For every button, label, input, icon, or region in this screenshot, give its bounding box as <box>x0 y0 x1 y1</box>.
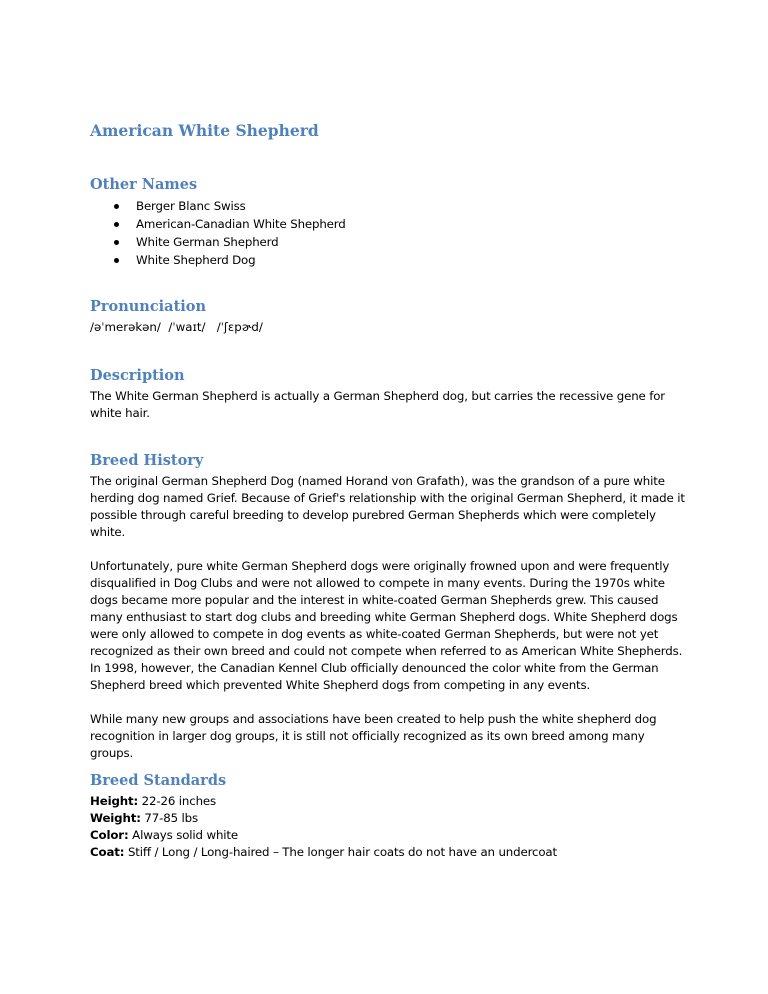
list-item: White Shepherd Dog <box>90 251 690 269</box>
heading-other-names: Other Names <box>90 176 198 193</box>
standard-coat: Coat: Stiff / Long / Long-haired – The longer hair coats do not have an undercoat <box>90 845 557 859</box>
standard-height: Height: 22-26 inches <box>90 794 217 808</box>
heading-pronunciation: Pronunciation <box>90 298 206 315</box>
section-other-names <box>90 176 690 269</box>
heading-description: Description <box>90 367 185 384</box>
section-breed-history <box>90 452 690 762</box>
list-item: Berger Blanc Swiss <box>90 197 690 215</box>
section-breed-standards <box>90 772 690 861</box>
history-paragraph-2: Unfortunately, pure white German Shepherd dogs were originally frowned upon and were frequently disqualified in Dog Clubs and were not allowed to compete in many events. During the 1970s white dogs became more popular and the interest in white-coated German Shepherds grew. This caused many enthusiast to start dog clubs and breeding white German Shepherd dogs. White Shepherd dogs were only allowed to compete in dog events as white-coated German Shepherds, but were not yet recognized as their own breed and could not compete when referred to as American White Shepherds. In 1998, however, the Canadian Kennel Club officially denounced the color white from the German Shepherd breed which prevented White Shepherd dogs from competing in any events. <box>90 559 683 692</box>
history-paragraph-1: The original German Shepherd Dog (named Horand von Grafath), was the grandson of a pure white herding dog named Grief. Because of Grief's relationship with the original German Shepherd, it made it possible through careful breeding to develop purebred German Shepherds which were completely white. <box>90 474 685 539</box>
standard-color: Color: Always solid white <box>90 828 238 842</box>
other-names-list <box>90 197 690 269</box>
section-description <box>90 367 690 422</box>
pronunciation-text: /əˈmerəkən/ /ˈwaɪt/ /ˈʃɛpɚd/ <box>90 320 263 334</box>
heading-breed-standards: Breed Standards <box>90 772 227 789</box>
bullet-icon <box>114 204 119 209</box>
history-paragraph-3: While many new groups and associations have been created to help push the white shepherd dog recognition in larger dog groups, it is still not officially recognized as its own breed among many groups. <box>90 712 657 760</box>
document-title: American White Shepherd <box>90 121 319 140</box>
section-pronunciation <box>90 298 690 336</box>
bullet-icon <box>114 240 119 245</box>
list-item: American-Canadian White Shepherd <box>90 215 690 233</box>
bullet-icon <box>114 222 119 227</box>
standard-weight: Weight: 77-85 lbs <box>90 811 198 825</box>
heading-breed-history: Breed History <box>90 452 204 469</box>
description-text: The White German Shepherd is actually a German Shepherd dog, but carries the recessive gene for white hair. <box>90 389 665 420</box>
bullet-icon <box>114 258 119 263</box>
list-item: White German Shepherd <box>90 233 690 251</box>
